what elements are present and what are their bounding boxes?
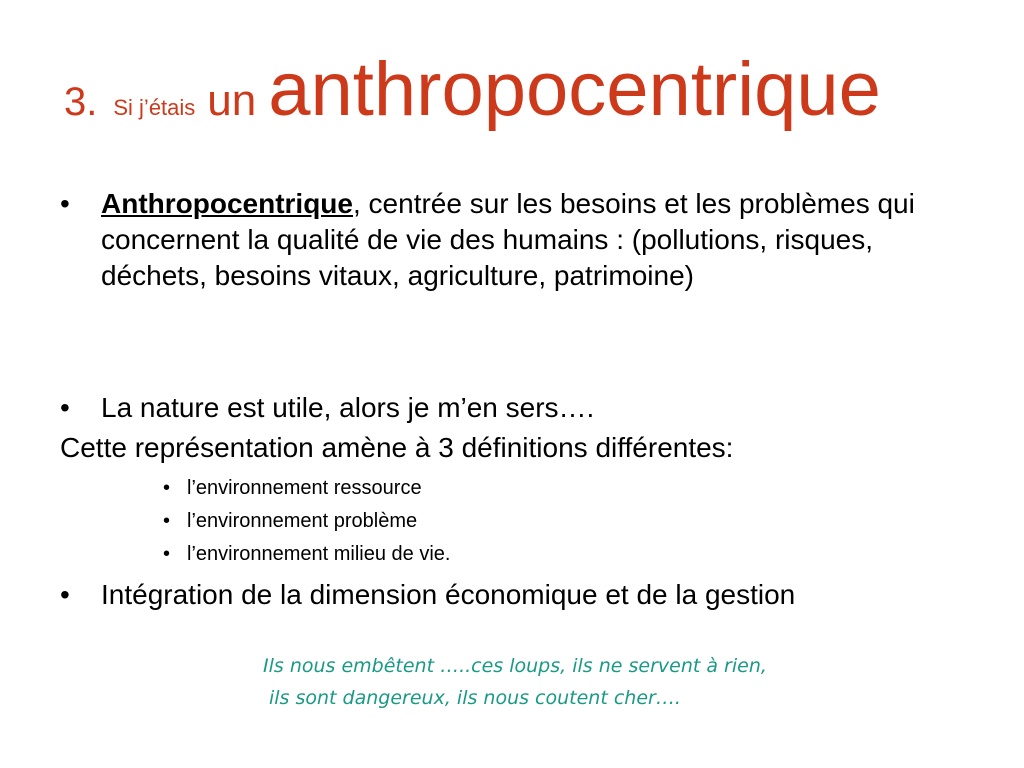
quote-block (263, 650, 767, 714)
title-un: un (207, 76, 257, 125)
bullet-item-definition (60, 186, 980, 294)
title-number: 3 (64, 80, 87, 124)
bullet-text: La nature est utile, alors je m’en sers…. (101, 392, 595, 423)
title-small-text: Si j’étais (113, 95, 196, 120)
quote-line-1: Ils nous embêtent …..ces loups, ils ne servent à rien, (263, 655, 767, 677)
bullet-text (101, 186, 980, 294)
bullet-item-nature (60, 390, 980, 426)
sub-list-item (163, 476, 422, 500)
sub-item-text: l’environnement milieu de vie. (187, 543, 451, 565)
bullet-marker: • (60, 579, 70, 610)
bullet-text: Intégration de la dimension économique et de la gestion (101, 579, 796, 610)
sub-bullet-marker: • (163, 477, 171, 499)
title-main-word: anthropocentrique (268, 47, 881, 132)
intro-line: Cette représentation amène à 3 définitions différentes: (60, 432, 734, 463)
bullet-term: Anthropocentrique (101, 188, 353, 219)
slide-title (64, 47, 881, 132)
sub-list-item (163, 509, 417, 533)
sub-bullet-marker: • (163, 510, 171, 532)
bullet-marker: • (60, 188, 70, 219)
sub-list-item (163, 542, 450, 566)
bullet-description: , centrée sur les besoins et les problèmes qui concernent la qualité de vie des humains : (pollutions, risques, déchets, besoins vitaux, agriculture, patrimoine) (101, 188, 915, 291)
sub-item-text: l’environnement problème (187, 510, 418, 532)
sub-item-text: l’environnement ressource (187, 477, 422, 499)
bullet-item-integration (60, 577, 980, 613)
quote-line-2: ils sont dangereux, ils nous coutent cher…. (269, 687, 681, 709)
bullet-marker: • (60, 392, 70, 423)
sub-bullet-marker: • (163, 543, 171, 565)
title-dot: . (86, 80, 98, 124)
